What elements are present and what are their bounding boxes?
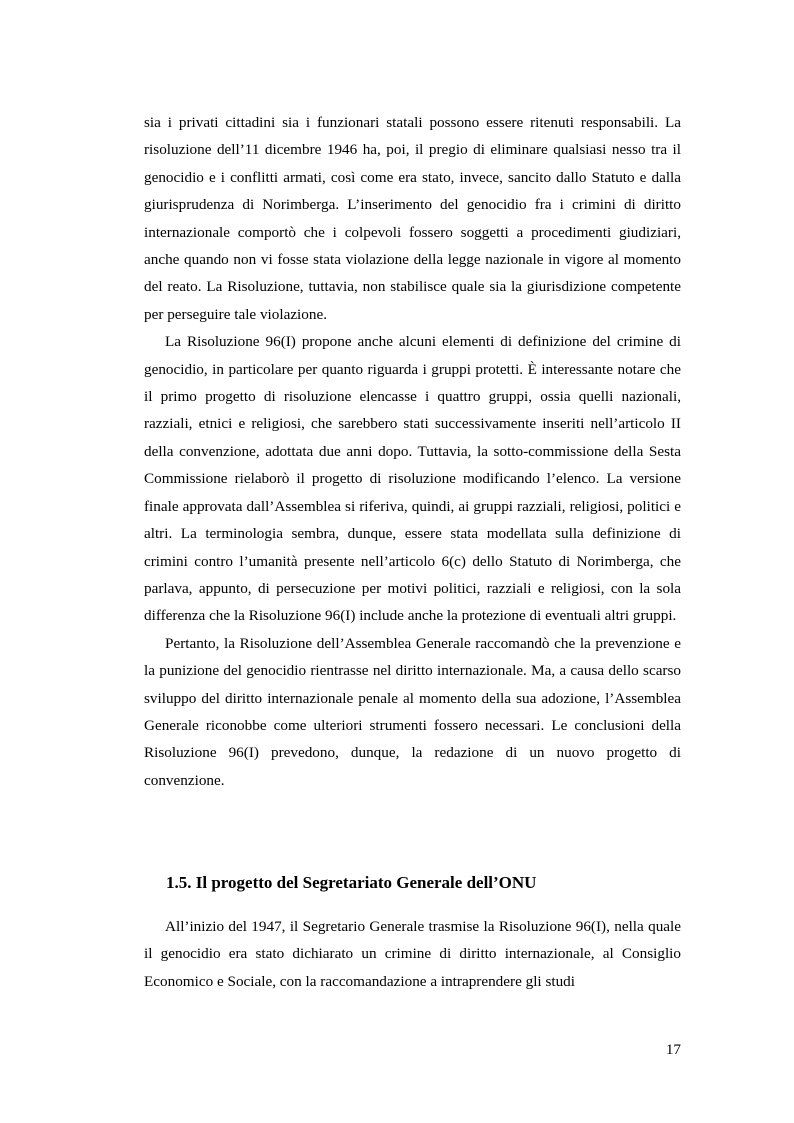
body-paragraph-3: Pertanto, la Risoluzione dell’Assemblea Generale raccomandò che la prevenzione e la punizione del genocidio rientrasse nel diritto internazionale. Ma, a causa dello scarso sviluppo del diritto internazionale penale al momento della sua adozione, l’Assemblea Generale riconobbe come ulteriori strumenti fossero necessari. Le conclusioni della Risoluzione 96(I) prevedono, dunque, la redazione di un nuovo progetto di convenzione. (144, 634, 681, 789)
page-number: 17 (665, 1041, 681, 1058)
page-body (144, 109, 681, 794)
section-heading: 1.5. Il progetto del Segretariato Generale dell’ONU (166, 873, 537, 892)
section-body (144, 913, 681, 995)
section-paragraph: All’inizio del 1947, il Segretario Generale trasmise la Risoluzione 96(I), nella quale il genocidio era stato dichiarato un crimine di diritto internazionale, al Consiglio Economico e Sociale, con la raccomandazione a intraprendere gli studi (144, 918, 681, 990)
body-paragraph-2: La Risoluzione 96(I) propone anche alcuni elementi di definizione del crimine di genocidio, in particolare per quanto riguarda i gruppi protetti. È interessante notare che il primo progetto di risoluzione elencasse i quattro gruppi, ossia quelli nazionali, razziali, etnici e religiosi, che sarebbero stati successivamente inseriti nell’articolo II della convenzione, adottata due anni dopo. Tuttavia, la sotto-commissione della Sesta Commissione rielaborò il progetto di risoluzione modificando l’elenco. La versione finale approvata dall’Assemblea si riferiva, quindi, ai gruppi razziali, religiosi, politici e altri. La terminologia sembra, dunque, essere stata modellata sulla definizione di crimini contro l’umanità presente nell’articolo 6(c) dello Statuto di Norimberga, che parlava, appunto, di persecuzione per motivi politici, razziali e religiosi, con la sola differenza che la Risoluzione 96(I) include anche la protezione di eventuali altri gruppi. (144, 333, 681, 625)
body-paragraph-1: sia i privati cittadini sia i funzionari statali possono essere ritenuti responsabili. La risoluzione dell’11 dicembre 1946 ha, poi, il pregio di eliminare qualsiasi nesso tra il genocidio e i conflitti armati, così come era stato, invece, sancito dallo Statuto e dalla giurisprudenza di Norimberga. L’inserimento del genocidio fra i crimini di diritto internazionale comportò che i colpevoli fossero soggetti a procedimenti giudiziari, anche quando non vi fosse stata violazione della legge nazionale in vigore al momento del reato. La Risoluzione, tuttavia, non stabilisce quale sia la giurisdizione competente per perseguire tale violazione. (144, 114, 681, 323)
